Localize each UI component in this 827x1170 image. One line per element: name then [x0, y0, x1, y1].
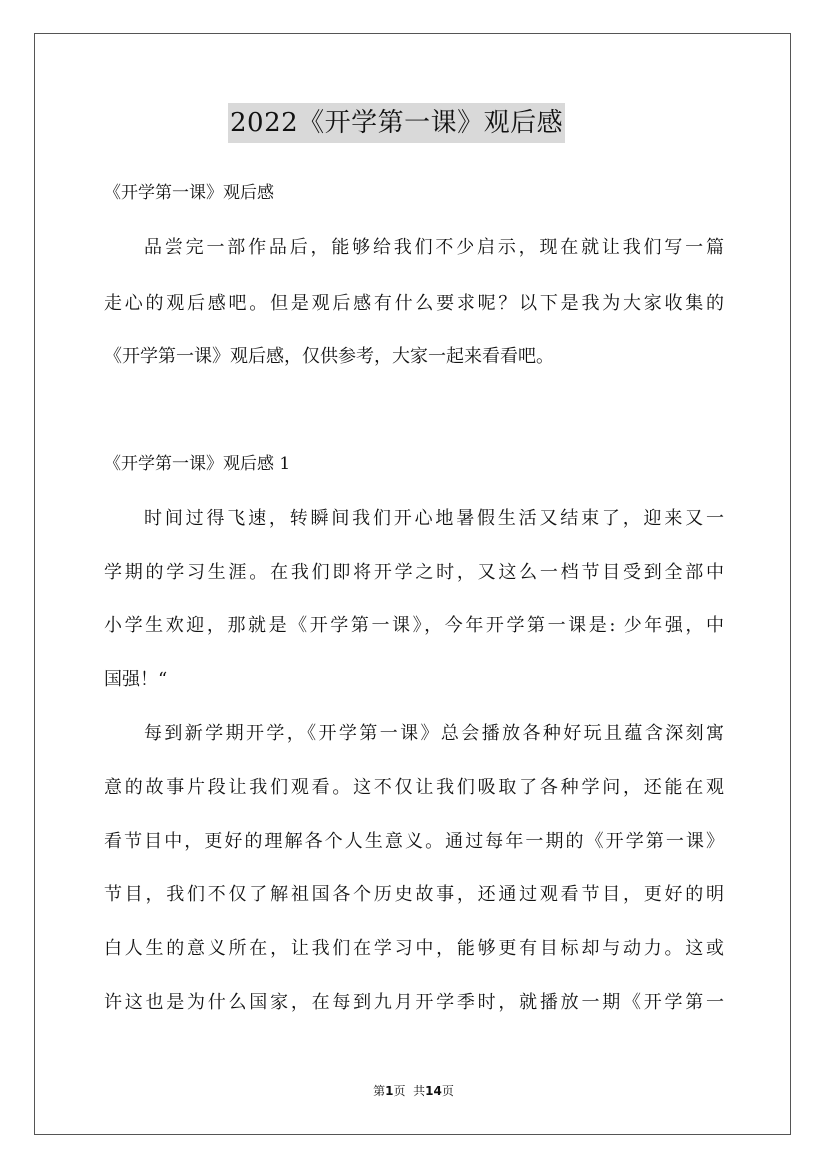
- para1-line-1: 时间过得飞速，转瞬间我们开心地暑假生活又结束了，迎来又一: [144, 508, 724, 529]
- intro-line-1: 品尝完一部作品后，能够给我们不少启示，现在就让我们写一篇: [144, 237, 724, 258]
- footer-total-prefix: 共: [413, 1084, 426, 1098]
- page-footer: [0, 1083, 827, 1099]
- para1-line-2: 学期的学习生涯。在我们即将开学之时，又这么一档节目受到全部中: [104, 562, 724, 583]
- document-title: 2022《开学第一课》观后感: [228, 103, 565, 143]
- para2-line-4: 节目，我们不仅了解祖国各个历史故事，还通过观看节目，更好的明: [104, 884, 724, 905]
- para2-line-2: 意的故事片段让我们观看。这不仅让我们吸取了各种学问，还能在观: [104, 777, 724, 798]
- para2-line-1: 每到新学期开学，《开学第一课》总会播放各种好玩且蕴含深刻寓: [144, 723, 724, 744]
- intro-line-3: 《开学第一课》观后感，仅供参考，大家一起来看看吧。: [104, 346, 554, 367]
- footer-total-pages: 14: [425, 1084, 442, 1098]
- para2-line-6: 许这也是为什么国家，在每到九月开学季时，就播放一期《开学第一: [104, 992, 724, 1013]
- footer-prefix: 第: [373, 1084, 386, 1098]
- section-heading: 《开学第一课》观后感 1: [104, 454, 291, 474]
- para1-line-3: 小学生欢迎，那就是《开学第一课》，今年开学第一课是: 少年强，中: [104, 615, 724, 636]
- footer-page-suffix: 页: [393, 1084, 406, 1098]
- para1-line-4: 国强！“: [104, 669, 168, 690]
- intro-line-2: 走心的观后感吧。但是观后感有什么要求呢？以下是我为大家收集的: [104, 293, 724, 314]
- para2-line-3: 看节目中，更好的理解各个人生意义。通过每年一期的《开学第一课》: [104, 831, 724, 852]
- footer-total-suffix: 页: [441, 1084, 454, 1098]
- para2-line-5: 白人生的意义所在，让我们在学习中，能够更有目标却与动力。这或: [104, 938, 724, 959]
- intro-heading: 《开学第一课》观后感: [104, 183, 274, 203]
- footer-page-number: 1: [385, 1084, 394, 1098]
